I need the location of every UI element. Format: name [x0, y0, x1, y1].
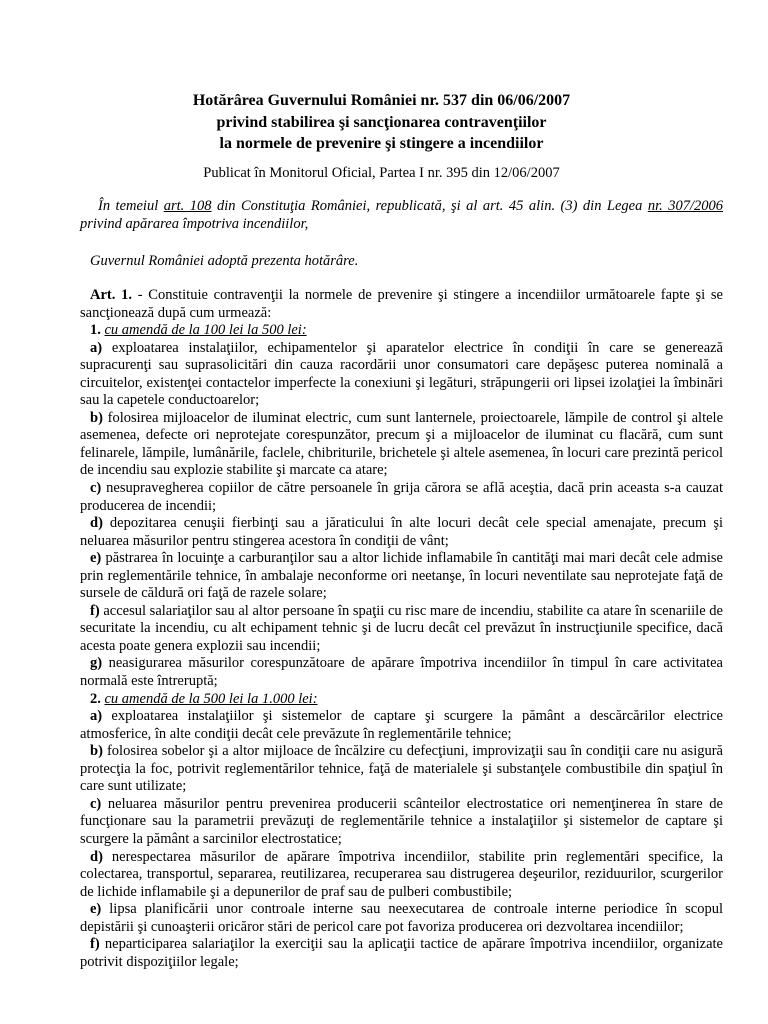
section-1-heading	[80, 322, 723, 340]
item-text: folosirea mijloacelor de iluminat electric, cum sunt lanternele, proiectoarele, lămpile de control şi altele asemenea, defecte ori neprotejate corespunzător, precum şi a mijloacelor de iluminat cu flacără, cum sunt felinarele, lămpile, lumânările, faclele, chibriturile, brichetele şi altele asemenea, în locuri care prezintă pericol de incendiu sau explozie stabilite şi marcate ca atare;	[80, 409, 723, 479]
item-letter: a)	[90, 708, 103, 725]
item-text: păstrarea în locuinţe a carburanţilor sau a altor lichide inflamabile în cantităţi mai mari decât cele admise prin reglementările tehnice, în ambalaje neconforme ori neetanşe, în locuri neventilate sau neprotejate faţă de sursele de căldură ori faţă de razele solare;	[80, 550, 723, 602]
item-letter: a)	[90, 339, 103, 356]
list-item	[80, 708, 723, 743]
section-amend-text: cu amendă de la 500 lei la 1.000 lei:	[104, 690, 318, 707]
constitution-article-link[interactable]: art. 108	[163, 198, 212, 214]
title-line-1: Hotărârea Guvernului României nr. 537 din 06/06/2007	[192, 92, 571, 109]
list-item	[80, 655, 723, 690]
item-text: exploatarea instalaţiilor, echipamentelor şi aparatelor electrice în condiţii în care se generează supracurenţi sau suprasolicitări din cauza racordării unor consumatori care depăşesc puterea nominală a circuitelor, existenţei contactelor imperfecte la conexiuni şi legături, străpungerii ori lipsei izolaţiei la îmbinări sau la capetele conductoarelor;	[80, 339, 723, 409]
article-text: - Constituie contravenţii la normele de prevenire şi stingere a incendiilor următoarele fapte şi se sancţionează după cum urmează:	[80, 287, 723, 321]
section-1-items	[80, 340, 723, 691]
item-letter: b)	[90, 743, 103, 760]
list-item	[80, 849, 723, 902]
list-item	[80, 901, 723, 936]
item-letter: c)	[90, 795, 102, 812]
document-body	[80, 287, 723, 971]
adoption-statement: Guvernul României adoptă prezenta hotărâre.	[90, 253, 359, 269]
section-2-heading	[80, 691, 723, 709]
item-text: folosirea sobelor şi a altor mijloace de încălzire cu defecţiuni, improvizaţii sau în condiţii care nu asigură protecţia la foc, potrivit reglementărilor tehnice, faţă de materialele şi substanţele combustibile din spaţiul în care sunt utilizate;	[80, 743, 723, 795]
law-link[interactable]: nr. 307/2006	[647, 198, 724, 214]
list-item	[80, 550, 723, 603]
document-title	[80, 90, 683, 155]
item-letter: d)	[90, 515, 103, 532]
list-item	[80, 796, 723, 849]
list-item	[80, 515, 723, 550]
item-letter: e)	[90, 550, 102, 567]
item-letter: f)	[90, 602, 100, 619]
title-line-3: la normele de prevenire şi stingere a incendiilor	[219, 135, 544, 152]
list-item	[80, 340, 723, 410]
article-1	[80, 287, 723, 322]
preamble-text-1: În temeiul	[98, 198, 164, 214]
publication-note: Publicat în Monitorul Oficial, Partea I nr. 395 din 12/06/2007	[203, 165, 560, 181]
item-text: nesupravegherea copiilor de către persoanele în grija cărora se află aceştia, dacă prin aceasta s-a cauzat producerea de incendii;	[80, 480, 723, 514]
item-letter: e)	[90, 901, 102, 918]
item-letter: d)	[90, 848, 103, 865]
section-number: 2.	[90, 690, 101, 707]
list-item	[80, 480, 723, 515]
item-letter: f)	[90, 936, 100, 953]
item-text: nerespectarea măsurilor de apărare împotriva incendiilor, stabilite prin reglementări specifice, la colectarea, transportul, separarea, reutilizarea, recuperarea sau distrugerea deşeurilor, reziduurilor, scurgerilor de lichide inflamabile şi a depunerilor de praf sau de pulberi combustibile;	[80, 848, 723, 900]
item-text: depozitarea cenuşii fierbinţi sau a jăraticului în alte locuri decât cele special amenajate, precum şi neluarea măsurilor pentru stingerea acestora în condiţii de vânt;	[80, 515, 723, 549]
item-letter: g)	[90, 655, 103, 672]
section-amend-text: cu amendă de la 100 lei la 500 lei:	[104, 322, 307, 339]
list-item	[80, 743, 723, 796]
section-2-items	[80, 708, 723, 971]
list-item	[80, 603, 723, 656]
item-text: neparticiparea salariaţilor la exerciţii sau la aplicaţii tactice de apărare împotriva incendiilor, organizate potrivit dispoziţiilor legale;	[80, 936, 723, 970]
item-text: accesul salariaţilor sau al altor persoane în spaţii cu risc mare de incendiu, stabilite ca atare în scenariile de securitate la incendiu, cu alt echipament tehnic şi de lucru decât cel prevăzut în instrucţiunile specifice, dacă acesta poate genera explozii sau incendii;	[80, 602, 723, 654]
item-letter: b)	[90, 409, 103, 426]
item-text: neluarea măsurilor pentru prevenirea producerii scânteilor electrostatice ori nemenţinerea în stare de funcţionare sau la parametrii prevăzuţi de reglementările tehnice a instalaţiilor şi sistemelor de captare şi scurgere la pământ a sarcinilor electrostatice;	[80, 795, 723, 847]
article-label: Art. 1.	[90, 287, 132, 303]
section-number: 1.	[90, 322, 101, 339]
list-item	[80, 936, 723, 971]
preamble-text-2: din Constituţia României, republicată, şi al art. 45 alin. (3) din Legea	[211, 198, 648, 214]
item-text: neasigurarea măsurilor corespunzătoare de apărare împotriva incendiilor în timpul în care activitatea normală este întreruptă;	[80, 655, 723, 690]
item-letter: c)	[90, 480, 102, 497]
list-item	[80, 410, 723, 480]
preamble	[80, 198, 723, 233]
item-text: exploatarea instalaţiilor şi sistemelor de captare şi scurgere la pământ a descărcărilor electrice atmosferice, în alte condiţii decât cele prevăzute în reglementările tehnice;	[80, 708, 723, 742]
preamble-text-3: privind apărarea împotriva incendiilor,	[80, 215, 309, 232]
item-text: lipsa planificării unor controale interne sau neexecutarea de controale interne periodice în scopul depistării şi cunoaşterii oricăror stări de pericol care pot favoriza producerea ori dezvoltarea incendiilor;	[80, 901, 723, 935]
title-line-2: privind stabilirea şi sancţionarea contravenţiilor	[216, 113, 547, 131]
